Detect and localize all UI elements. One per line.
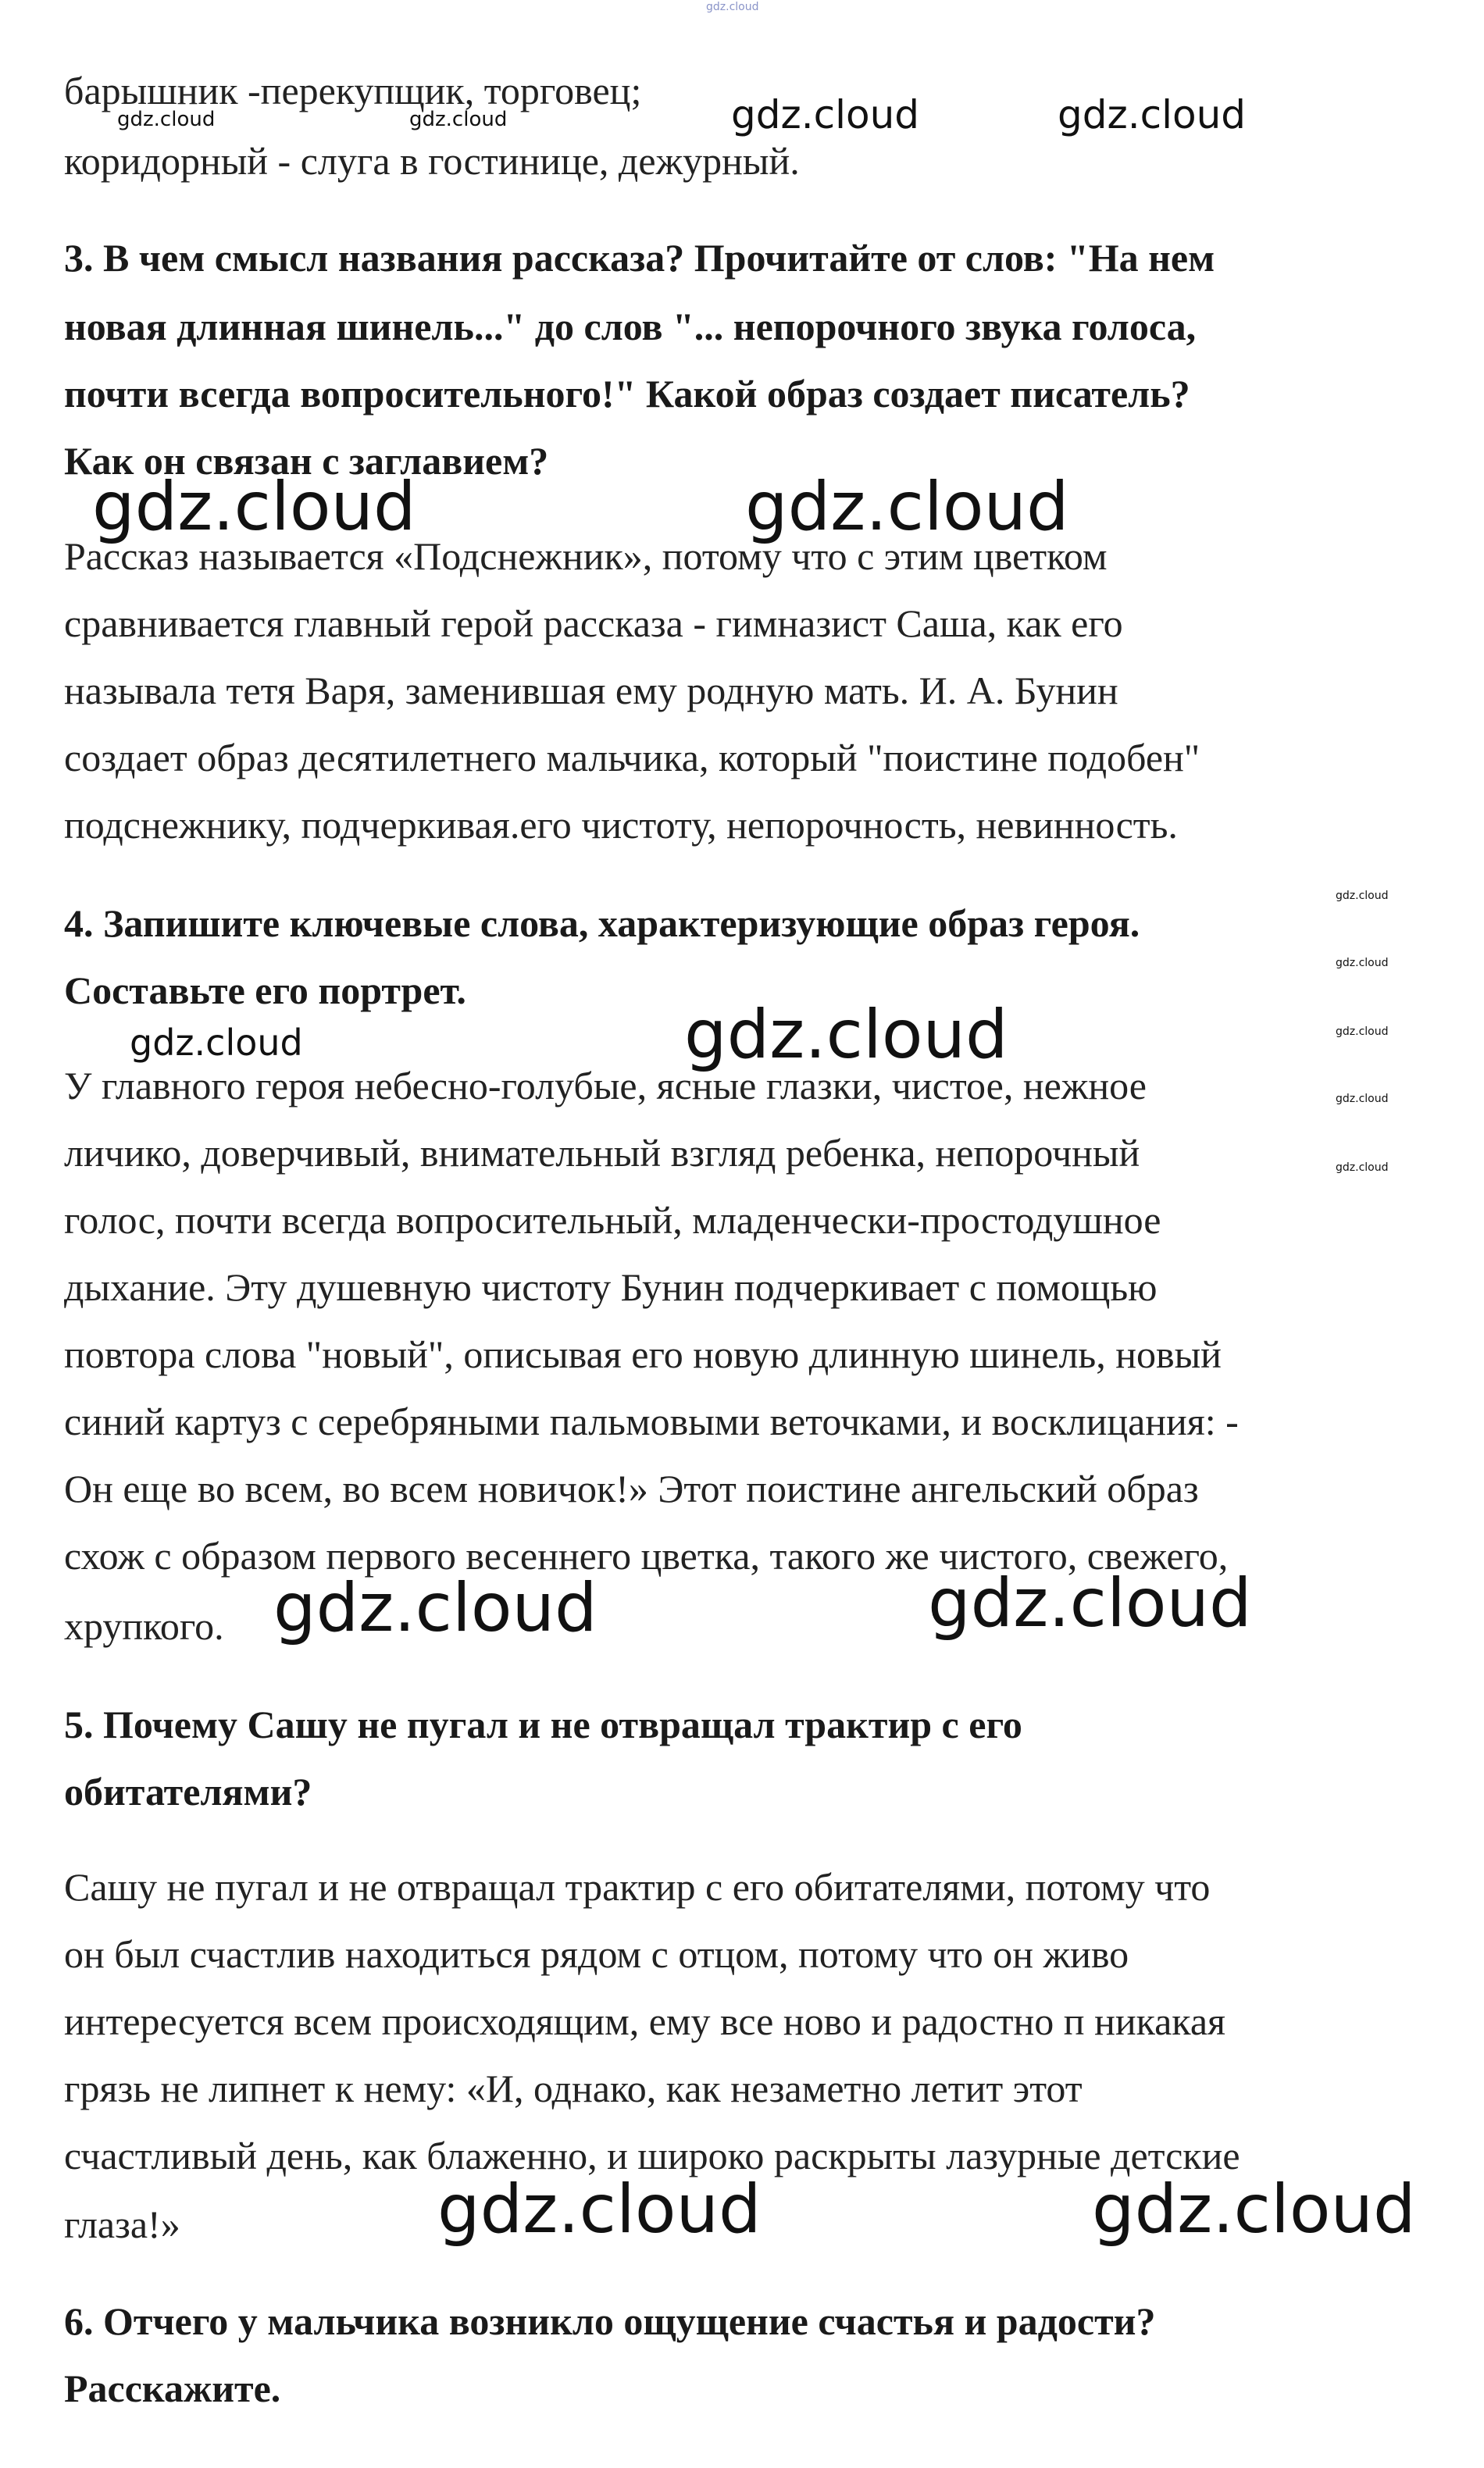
answer-line: сравнивается главный герой рассказа - гимназист Саша, как его (64, 601, 1123, 645)
watermark: gdz.cloud (1336, 1093, 1389, 1105)
question-line: обитателями? (64, 1770, 312, 1814)
watermark: gdz.cloud (130, 1022, 303, 1064)
answer-line: голос, почти всегда вопросительный, младенчески-простодушное (64, 1198, 1161, 1242)
answer-line: называла тетя Варя, заменившая ему родную мать. И. А. Бунин (64, 669, 1118, 712)
watermark: gdz.cloud (117, 108, 216, 131)
watermark: gdz.cloud (273, 1569, 598, 1647)
watermark: gdz.cloud (1092, 2170, 1416, 2249)
answer-line: интересуется всем происходящим, ему все ново и радостно п никакая (64, 1999, 1226, 2043)
answer-line: грязь не липнет к нему: «И, однако, как незаметно летит этот (64, 2067, 1083, 2110)
watermark: gdz.cloud (1336, 957, 1389, 969)
question-line: 6. Отчего у мальчика возникло ощущение счастья и радости? (64, 2299, 1156, 2343)
question-line: Составьте его портрет. (64, 968, 466, 1012)
watermark: gdz.cloud (437, 2170, 762, 2249)
watermark: gdz.cloud (731, 92, 920, 137)
definition-line: коридорный - слуга в гостинице, дежурный. (64, 139, 800, 183)
question-line: почти всегда вопросительного!" Какой образ создает писатель? (64, 372, 1190, 415)
answer-line: Рассказ называется «Подснежник», потому что с этим цветком (64, 534, 1108, 578)
watermark: gdz.cloud (409, 108, 508, 131)
question-line: Как он связан с заглавием? (64, 439, 549, 483)
watermark: gdz.cloud (1336, 1161, 1389, 1174)
watermark-top: gdz.cloud (706, 1, 759, 13)
answer-line: глаза!» (64, 2202, 180, 2246)
watermark: gdz.cloud (684, 996, 1008, 1074)
question-line: новая длинная шинель..." до слов "... непорочного звука голоса, (64, 305, 1197, 348)
question-line: Расскажите. (64, 2366, 281, 2410)
watermark: gdz.cloud (745, 468, 1069, 546)
answer-line: Сашу не пугал и не отвращал трактир с его обитателями, потому что (64, 1865, 1211, 1909)
answer-line: синий картуз с серебряными пальмовыми веточками, и восклицания: - (64, 1400, 1239, 1443)
answer-line: создает образ десятилетнего мальчика, который "поистине подобен" (64, 736, 1200, 779)
question-line: 3. В чем смысл названия рассказа? Прочитайте от слов: "На нем (64, 236, 1215, 280)
answer-line: подснежнику, подчеркивая.его чистоту, непорочность, невинность. (64, 803, 1178, 847)
answer-line: У главного героя небесно-голубые, ясные глазки, чистое, нежное (64, 1064, 1147, 1107)
answer-line: схож с образом первого весеннего цветка, такого же чистого, свежего, (64, 1534, 1229, 1578)
answer-line: счастливый день, как блаженно, и широко раскрыты лазурные детские (64, 2134, 1240, 2177)
answer-line: Он еще во всем, во всем новичок!» Этот поистине ангельский образ (64, 1467, 1199, 1510)
watermark: gdz.cloud (1336, 890, 1389, 902)
answer-line: повтора слова "новый", описывая его новую длинную шинель, новый (64, 1332, 1222, 1376)
answer-line: хрупкого. (64, 1604, 224, 1648)
watermark: gdz.cloud (1336, 1025, 1389, 1038)
answer-line: он был счастлив находиться рядом с отцом, потому что он живо (64, 1932, 1129, 1976)
definition-line: барышник -перекупщик, торговец; (64, 69, 642, 112)
watermark: gdz.cloud (1058, 92, 1247, 137)
question-line: 4. Запишите ключевые слова, характеризующие образ героя. (64, 901, 1140, 945)
answer-line: личико, доверчивый, внимательный взгляд ребенка, непорочный (64, 1131, 1140, 1175)
watermark: gdz.cloud (928, 1564, 1252, 1642)
question-line: 5. Почему Сашу не пугал и не отвращал трактир с его (64, 1703, 1022, 1746)
watermark: gdz.cloud (92, 468, 416, 546)
answer-line: дыхание. Эту душевную чистоту Бунин подчеркивает с помощью (64, 1265, 1158, 1309)
